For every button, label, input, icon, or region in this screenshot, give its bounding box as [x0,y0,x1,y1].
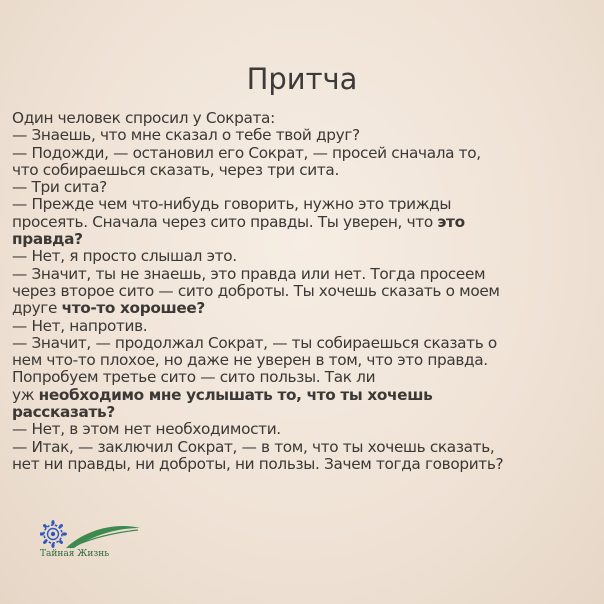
text-segment: — Нет, я просто слышал это. [12,247,237,266]
text-segment: — Итак, — заключил Сократ, — в том, что ты хочешь сказать, [12,437,495,456]
text-segment: друге [12,299,62,318]
text-line [12,231,596,248]
text-segment: — Три сита? [12,178,107,197]
text-line [12,387,596,404]
emphasis-text: необходимо мне услышать то, что ты хочешь [38,385,433,404]
text-line [12,162,596,179]
text-line [12,352,596,369]
text-line [12,404,596,421]
text-line [12,179,596,196]
text-segment: — Знаешь, что мне сказал о тебе твой друг? [12,126,360,145]
text-line [12,283,596,300]
text-line [12,335,596,352]
emphasis-text: что-то хорошее? [61,299,205,318]
text-line [12,214,596,231]
text-line [12,127,596,144]
text-line [12,300,596,317]
text-segment: — Значит, ты не знаешь, это правда или нет. Тогда просеем [12,264,486,283]
text-segment: Один человек спросил у Сократа: [12,109,275,127]
text-segment: нем что-то плохое, но даже не уверен в том, что это правда. [12,351,488,370]
text-line [12,110,596,127]
text-line [12,266,596,283]
emphasis-text: рассказать? [12,403,115,422]
lotus-mandala-icon [40,520,67,548]
text-segment: что собираешься сказать, через три сита. [12,160,339,179]
text-line [12,421,596,438]
text-line [12,318,596,335]
text-segment: Попробуем третье сито — сито пользы. Так ли [12,368,376,387]
text-line [12,196,596,213]
text-segment: нет ни правды, ни доброты, ни пользы. Зачем тогда говорить? [12,454,504,473]
text-segment: — Нет, в этом нет необходимости. [12,420,281,439]
text-line [12,369,596,386]
text-segment: — Значит, — продолжал Сократ, — ты собираешься сказать о [12,333,497,352]
logo [40,518,150,568]
text-line [12,439,596,456]
text-segment: через второе сито — сито доброты. Ты хочешь сказать о моем [12,281,500,300]
text-segment: — Нет, напротив. [12,316,148,335]
text-line [12,456,596,473]
text-line [12,145,596,162]
emphasis-text: это [437,212,465,231]
emphasis-text: правда? [12,230,83,249]
text-segment: — Прежде чем что-нибудь говорить, нужно это трижды [12,195,452,214]
text-line [12,248,596,265]
text-segment: уж [12,385,39,404]
text-segment: — Подожди, — остановил его Сократ, — просей сначала то, [12,143,481,162]
logo-text: Тайная Жизнь [40,549,110,559]
page-title: Притча [246,62,358,96]
parable-text [12,110,596,473]
text-segment: просеять. Сначала через сито правды. Ты уверен, что [12,212,438,231]
